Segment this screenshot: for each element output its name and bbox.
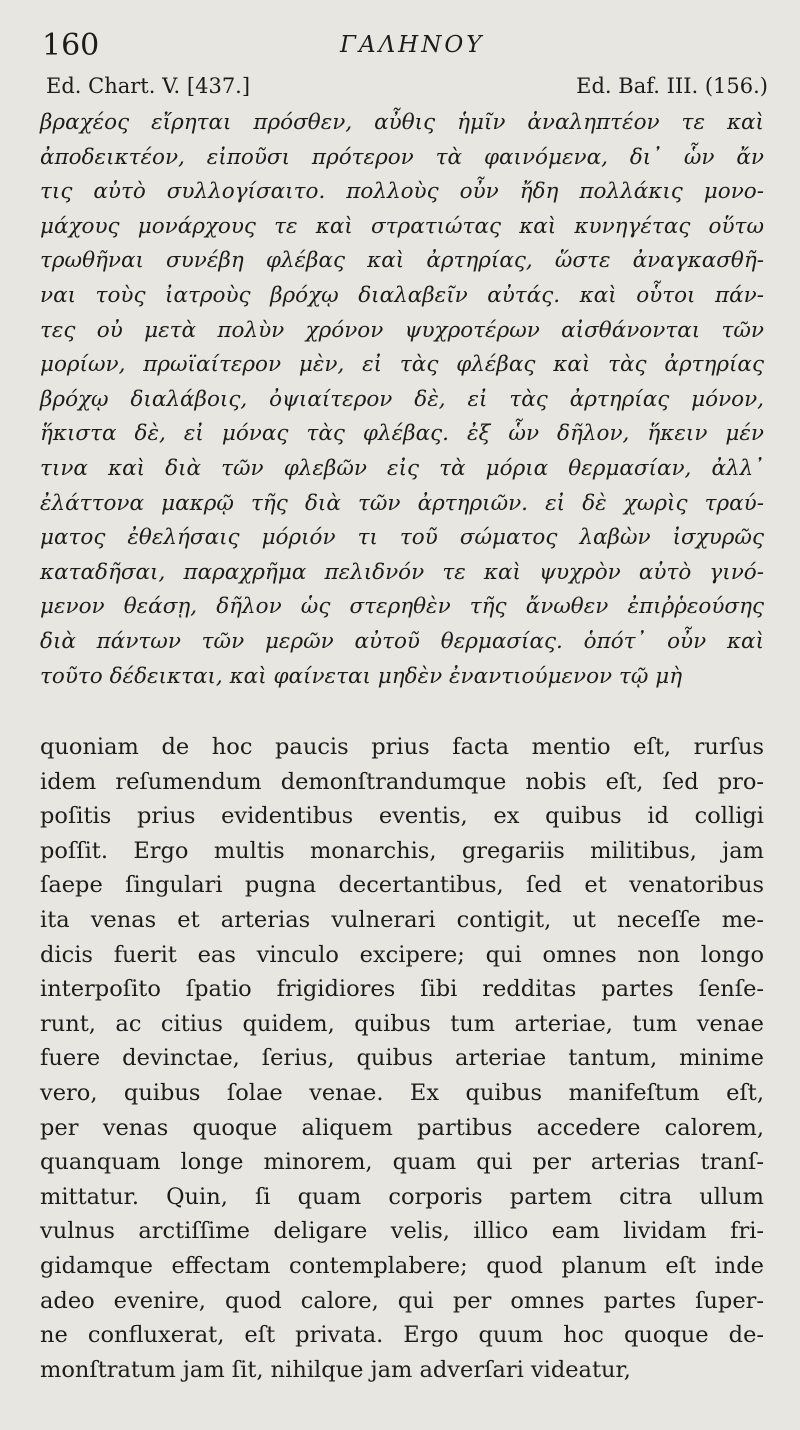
latin-text-line: quoniam de hoc paucis prius facta mentio eſt, rurſus — [40, 734, 764, 760]
greek-text-line: τες οὐ μετὰ πολὺν χρόνον ψυχροτέρων αἰσθάνονται τῶν — [40, 317, 764, 343]
running-head — [0, 28, 800, 68]
greek-text-line: τοῦτο δέδεικται, καὶ φαίνεται μηδὲν ἐναντιούμενον τῷ μὴ — [40, 663, 683, 689]
latin-text-line: vero, quibus ſolae venae. Ex quibus manifeſtum eſt, — [40, 1079, 764, 1106]
latin-text-line: mittatur. Quin, ſi quam corporis partem citra ullum — [40, 1183, 764, 1210]
greek-text-line: μάχους μονάρχους τε καὶ στρατιώτας καὶ κυνηγέτας οὕτω — [40, 213, 764, 239]
greek-text-line: ἐλάττονα μακρῷ τῆς διὰ τῶν ἀρτηριῶν. εἰ δὲ χωρὶς τραύ- — [40, 490, 764, 516]
greek-text-line: βραχέος εἴρηται πρόσθεν, αὖθις ἡμῖν ἀναληπτέον τε καὶ — [40, 110, 764, 135]
page-number: 160 — [42, 28, 100, 63]
greek-text-line: τις αὐτὸ συλλογίσαιτο. πολλοὺς οὖν ἤδη πολλάκις μονο- — [40, 179, 764, 205]
greek-text-line: ματος ἐθελήσαις μόριόν τι τοῦ σώματος λαβὼν ἰσχυρῶς — [40, 525, 764, 551]
latin-text-line: ſaepe ſingulari pugna decertantibus, ſed et venatoribus — [40, 872, 764, 899]
greek-text-line: τινα καὶ διὰ τῶν φλεβῶν εἰς τὰ μόρια θερμασίαν, ἀλλ᾽ — [40, 455, 764, 481]
greek-text-line: ἥκιστα δὲ, εἰ μόνας τὰς φλέβας. ἐξ ὧν δῆλον, ἥκειν μέν — [40, 421, 764, 447]
greek-text-line: ἀποδεικτέον, εἰποῦσι πρότερον τὰ φαινόμενα, δι᾽ ὧν ἄν — [40, 144, 764, 170]
latin-text-line: fuere devinctae, ſerius, quibus arteriae tantum, minime — [40, 1045, 764, 1072]
latin-text-line: quanquam longe minorem, quam qui per arterias tranſ- — [40, 1149, 764, 1176]
latin-text-line: runt, ac citius quidem, quibus tum arteriae, tum venae — [40, 1010, 764, 1037]
latin-text-line: ne confluxerat, eſt privata. Ergo quum hoc quoque de- — [40, 1322, 764, 1349]
latin-text-line: vulnus arctiſſime deligare velis, illico eam lividam fri- — [40, 1218, 764, 1245]
latin-text-line: adeo evenire, quod calore, qui per omnes partes ſuper- — [40, 1287, 764, 1314]
greek-text-block — [40, 106, 764, 694]
latin-text-block — [40, 730, 764, 1387]
latin-text-line: ita venas et arterias vulnerari contigit, ut neceſſe me- — [40, 906, 764, 933]
latin-text-line: per venas quoque aliquem partibus accedere calorem, — [40, 1114, 764, 1141]
greek-text-line: διὰ πάντων τῶν μερῶν αὐτοῦ θερμασίας. ὁπότ᾽ οὖν καὶ — [40, 628, 764, 654]
latin-text-line: monſtratum jam ſit, nihilque jam adverſari videatur, — [40, 1356, 631, 1383]
greek-text-line: βρόχῳ διαλάβοις, ὀψιαίτερον δὲ, εἰ τὰς ἀρτηρίας μόνον, — [40, 386, 764, 412]
latin-text-line: poſſit. Ergo multis monarchis, gregariis militibus, jam — [40, 837, 764, 864]
edition-references — [46, 72, 768, 100]
greek-text-line: καταδῆσαι, παραχρῆμα πελιδνόν τε καὶ ψυχρὸν αὐτὸ γινό- — [40, 559, 764, 585]
greek-text-line: μορίων, πρωϊαίτερον μὲν, εἰ τὰς φλέβας καὶ τὰς ἀρτηρίας — [40, 352, 764, 378]
latin-text-line: idem reſumendum demonſtrandumque nobis eſt, ſed pro- — [40, 768, 764, 795]
latin-text-line: dicis fuerit eas vinculo excipere; qui omnes non longo — [40, 941, 764, 968]
greek-text-line: τρωθῆναι συνέβη φλέβας καὶ ἀρτηρίας, ὥστε ἀναγκασθῆ- — [40, 248, 764, 274]
greek-text-line: ναι τοὺς ἰατροὺς βρόχῳ διαλαβεῖν αὐτάς. καὶ οὗτοι πάν- — [40, 282, 764, 308]
running-title: ΓΑΛΗΝΟΥ — [340, 32, 485, 58]
latin-text-line: gidamque effectam contemplabere; quod planum eſt inde — [40, 1252, 764, 1279]
edition-basel: Ed. Baf. III. (156.) — [576, 74, 768, 98]
latin-text-line: interpoſito ſpatio frigidiores ſibi redditas partes ſenſe- — [40, 976, 764, 1003]
edition-chartier: Ed. Chart. V. [437.] — [46, 74, 251, 98]
greek-text-line: μενον θεάσῃ, δῆλον ὡς στερηθὲν τῆς ἄνωθεν ἐπιῤῥεούσης — [40, 594, 764, 620]
latin-text-line: poſitis prius evidentibus eventis, ex quibus id colligi — [40, 803, 764, 830]
